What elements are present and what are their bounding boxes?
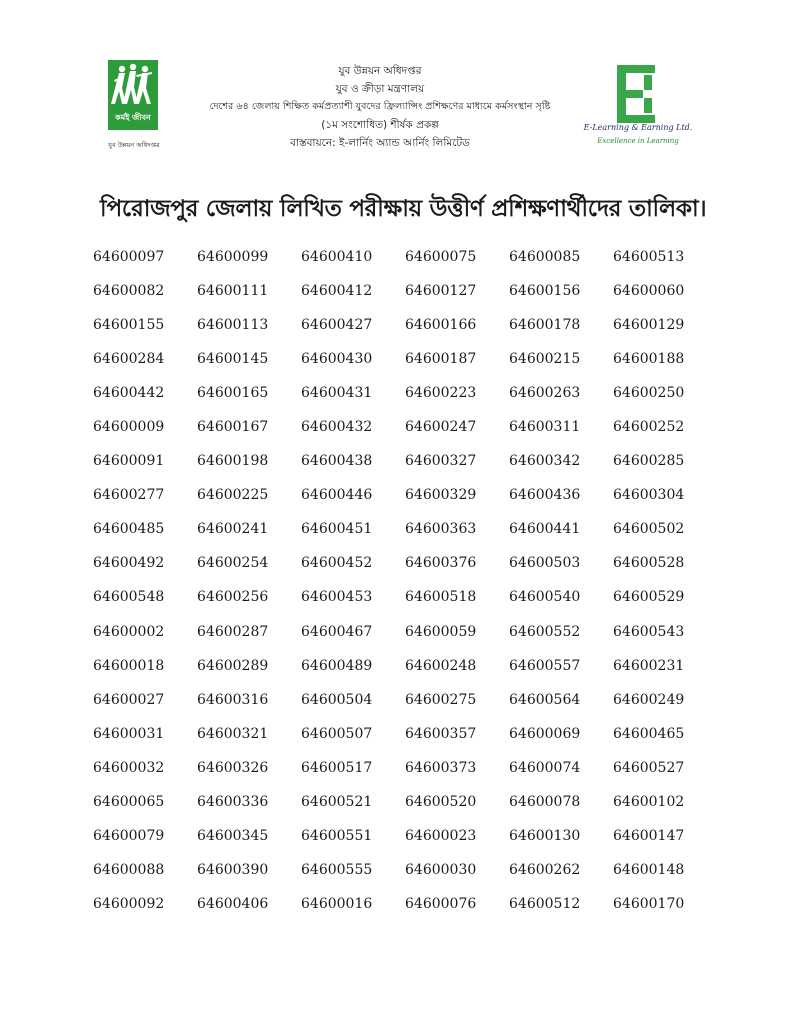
- roll-number: 64600256: [197, 589, 269, 606]
- roll-number: 64600074: [509, 759, 581, 776]
- roll-number: 64600060: [613, 283, 685, 300]
- roll-number: 64600513: [613, 249, 685, 266]
- roll-number: 64600249: [613, 691, 685, 708]
- roll-row: [93, 649, 733, 683]
- roll-number: 64600198: [197, 453, 269, 470]
- roll-number: 64600082: [93, 283, 165, 300]
- roll-number: 64600363: [405, 521, 477, 538]
- roll-row: [93, 274, 733, 308]
- roll-number: 64600336: [197, 793, 269, 810]
- roll-number: 64600520: [405, 793, 477, 810]
- roll-number: 64600167: [197, 419, 269, 436]
- document-header: [190, 62, 570, 152]
- roll-number: 64600009: [93, 419, 165, 436]
- roll-number: 64600069: [509, 725, 581, 742]
- roll-number: 64600223: [405, 385, 477, 402]
- header-line-4: (১ম সংশোধিত) শীর্ষক প্রকল্প: [321, 119, 439, 131]
- roll-number: 64600254: [197, 555, 269, 572]
- roll-number: 64600512: [509, 895, 581, 912]
- roll-number: 64600231: [613, 657, 685, 674]
- roll-number: 64600252: [613, 419, 685, 436]
- roll-number: 64600178: [509, 317, 581, 334]
- roll-number: 64600079: [93, 827, 165, 844]
- roll-number: 64600504: [301, 691, 373, 708]
- roll-number: 64600527: [613, 759, 685, 776]
- roll-number: 64600092: [93, 895, 165, 912]
- roll-number: 64600032: [93, 759, 165, 776]
- header-line-1: যুব উন্নয়ন অধিদপ্তর: [338, 65, 422, 77]
- roll-number: 64600376: [405, 555, 477, 572]
- roll-number: 64600113: [197, 317, 269, 334]
- roll-number: 64600097: [93, 249, 165, 266]
- roll-number: 64600075: [405, 249, 477, 266]
- roll-number: 64600410: [301, 249, 373, 266]
- roll-row: [93, 342, 733, 376]
- roll-number: 64600263: [509, 385, 581, 402]
- roll-number: 64600166: [405, 317, 477, 334]
- roll-number: 64600557: [509, 657, 581, 674]
- roll-number: 64600023: [405, 827, 477, 844]
- roll-number: 64600529: [613, 589, 685, 606]
- roll-row: [93, 308, 733, 342]
- roll-number: 64600277: [93, 487, 165, 504]
- roll-number: 64600099: [197, 249, 269, 266]
- roll-number: 64600188: [613, 351, 685, 368]
- roll-number: 64600564: [509, 691, 581, 708]
- roll-number: 64600503: [509, 555, 581, 572]
- roll-number: 64600552: [509, 623, 581, 640]
- roll-number: 64600250: [613, 385, 685, 402]
- roll-row: [93, 444, 733, 478]
- department-logo: [108, 60, 158, 130]
- roll-number: 64600406: [197, 895, 269, 912]
- roll-number: 64600102: [613, 793, 685, 810]
- brand-tagline: Excellence in Learning: [597, 137, 679, 145]
- roll-number: 64600431: [301, 385, 373, 402]
- roll-number: 64600373: [405, 759, 477, 776]
- roll-number: 64600078: [509, 793, 581, 810]
- roll-number: 64600165: [197, 385, 269, 402]
- roll-number: 64600155: [93, 317, 165, 334]
- roll-number: 64600489: [301, 657, 373, 674]
- roll-number: 64600289: [197, 657, 269, 674]
- roll-number: 64600492: [93, 555, 165, 572]
- roll-number: 64600502: [613, 521, 685, 538]
- roll-number: 64600287: [197, 623, 269, 640]
- roll-number: 64600145: [197, 351, 269, 368]
- roll-number: 64600345: [197, 827, 269, 844]
- roll-number: 64600446: [301, 487, 373, 504]
- brand-name: E-Learning & Earning Ltd.: [583, 123, 693, 132]
- roll-number: 64600555: [301, 861, 373, 878]
- roll-row: [93, 512, 733, 546]
- roll-row: [93, 751, 733, 785]
- roll-number: 64600438: [301, 453, 373, 470]
- roll-number: 64600321: [197, 725, 269, 742]
- roll-number: 64600452: [301, 555, 373, 572]
- roll-number: 64600543: [613, 623, 685, 640]
- roll-number: 64600465: [613, 725, 685, 742]
- roll-number: 64600248: [405, 657, 477, 674]
- header-line-3: দেশের ৬৪ জেলায় শিক্ষিত কর্মপ্রত্যাশী যুবদের ফ্রিল্যান্সিং প্রশিক্ষণের মাধ্যমে কর্মসংস্থান সৃষ্টি: [209, 101, 551, 112]
- roll-number: 64600065: [93, 793, 165, 810]
- roll-row: [93, 580, 733, 614]
- roll-number: 64600225: [197, 487, 269, 504]
- roll-row: [93, 478, 733, 512]
- roll-number: 64600148: [613, 861, 685, 878]
- page-title: পিরোজপুর জেলায় লিখিত পরীক্ষায় উত্তীর্ণ প্রশিক্ষণার্থীদের তালিকা।: [100, 196, 707, 222]
- roll-number: 64600311: [509, 419, 581, 436]
- roll-number-list: [93, 240, 733, 921]
- header-line-2: যুব ও ক্রীড়া মন্ত্রণালয়: [335, 83, 425, 95]
- roll-row: [93, 785, 733, 819]
- roll-number: 64600027: [93, 691, 165, 708]
- roll-number: 64600130: [509, 827, 581, 844]
- roll-number: 64600432: [301, 419, 373, 436]
- roll-number: 64600091: [93, 453, 165, 470]
- roll-number: 64600528: [613, 555, 685, 572]
- roll-number: 64600551: [301, 827, 373, 844]
- roll-number: 64600507: [301, 725, 373, 742]
- roll-number: 64600304: [613, 487, 685, 504]
- roll-number: 64600030: [405, 861, 477, 878]
- e-learning-logo: [615, 65, 655, 123]
- roll-number: 64600147: [613, 827, 685, 844]
- roll-row: [93, 887, 733, 921]
- roll-number: 64600453: [301, 589, 373, 606]
- logo-caption: যুব উন্নয়ন অধিদপ্তর: [108, 141, 160, 149]
- roll-number: 64600284: [93, 351, 165, 368]
- roll-number: 64600170: [613, 895, 685, 912]
- roll-row: [93, 240, 733, 274]
- roll-number: 64600187: [405, 351, 477, 368]
- roll-number: 64600215: [509, 351, 581, 368]
- roll-number: 64600129: [613, 317, 685, 334]
- roll-number: 64600412: [301, 283, 373, 300]
- roll-number: 64600327: [405, 453, 477, 470]
- roll-number: 64600540: [509, 589, 581, 606]
- roll-number: 64600156: [509, 283, 581, 300]
- roll-row: [93, 853, 733, 887]
- roll-number: 64600436: [509, 487, 581, 504]
- roll-number: 64600442: [93, 385, 165, 402]
- roll-row: [93, 376, 733, 410]
- logo-text: কর্মই জীবন: [115, 113, 151, 122]
- roll-row: [93, 683, 733, 717]
- roll-number: 64600517: [301, 759, 373, 776]
- roll-number: 64600441: [509, 521, 581, 538]
- roll-number: 64600059: [405, 623, 477, 640]
- roll-number: 64600329: [405, 487, 477, 504]
- roll-number: 64600241: [197, 521, 269, 538]
- roll-number: 64600016: [301, 895, 373, 912]
- roll-number: 64600076: [405, 895, 477, 912]
- roll-number: 64600342: [509, 453, 581, 470]
- roll-number: 64600485: [93, 521, 165, 538]
- roll-number: 64600031: [93, 725, 165, 742]
- roll-row: [93, 546, 733, 580]
- roll-row: [93, 615, 733, 649]
- roll-number: 64600357: [405, 725, 477, 742]
- roll-number: 64600247: [405, 419, 477, 436]
- roll-number: 64600285: [613, 453, 685, 470]
- roll-number: 64600111: [197, 283, 269, 300]
- roll-row: [93, 410, 733, 444]
- roll-number: 64600430: [301, 351, 373, 368]
- roll-number: 64600467: [301, 623, 373, 640]
- roll-number: 64600326: [197, 759, 269, 776]
- roll-number: 64600427: [301, 317, 373, 334]
- roll-number: 64600390: [197, 861, 269, 878]
- roll-number: 64600275: [405, 691, 477, 708]
- roll-number: 64600127: [405, 283, 477, 300]
- roll-number: 64600018: [93, 657, 165, 674]
- roll-number: 64600262: [509, 861, 581, 878]
- roll-number: 64600518: [405, 589, 477, 606]
- roll-row: [93, 717, 733, 751]
- roll-number: 64600548: [93, 589, 165, 606]
- roll-row: [93, 819, 733, 853]
- roll-number: 64600085: [509, 249, 581, 266]
- roll-number: 64600521: [301, 793, 373, 810]
- header-line-5: বাস্তবায়নে: ই-লার্নিং অ্যান্ড আর্নিং লিমিটেড: [290, 137, 470, 149]
- roll-number: 64600451: [301, 521, 373, 538]
- roll-number: 64600002: [93, 623, 165, 640]
- roll-number: 64600316: [197, 691, 269, 708]
- roll-number: 64600088: [93, 861, 165, 878]
